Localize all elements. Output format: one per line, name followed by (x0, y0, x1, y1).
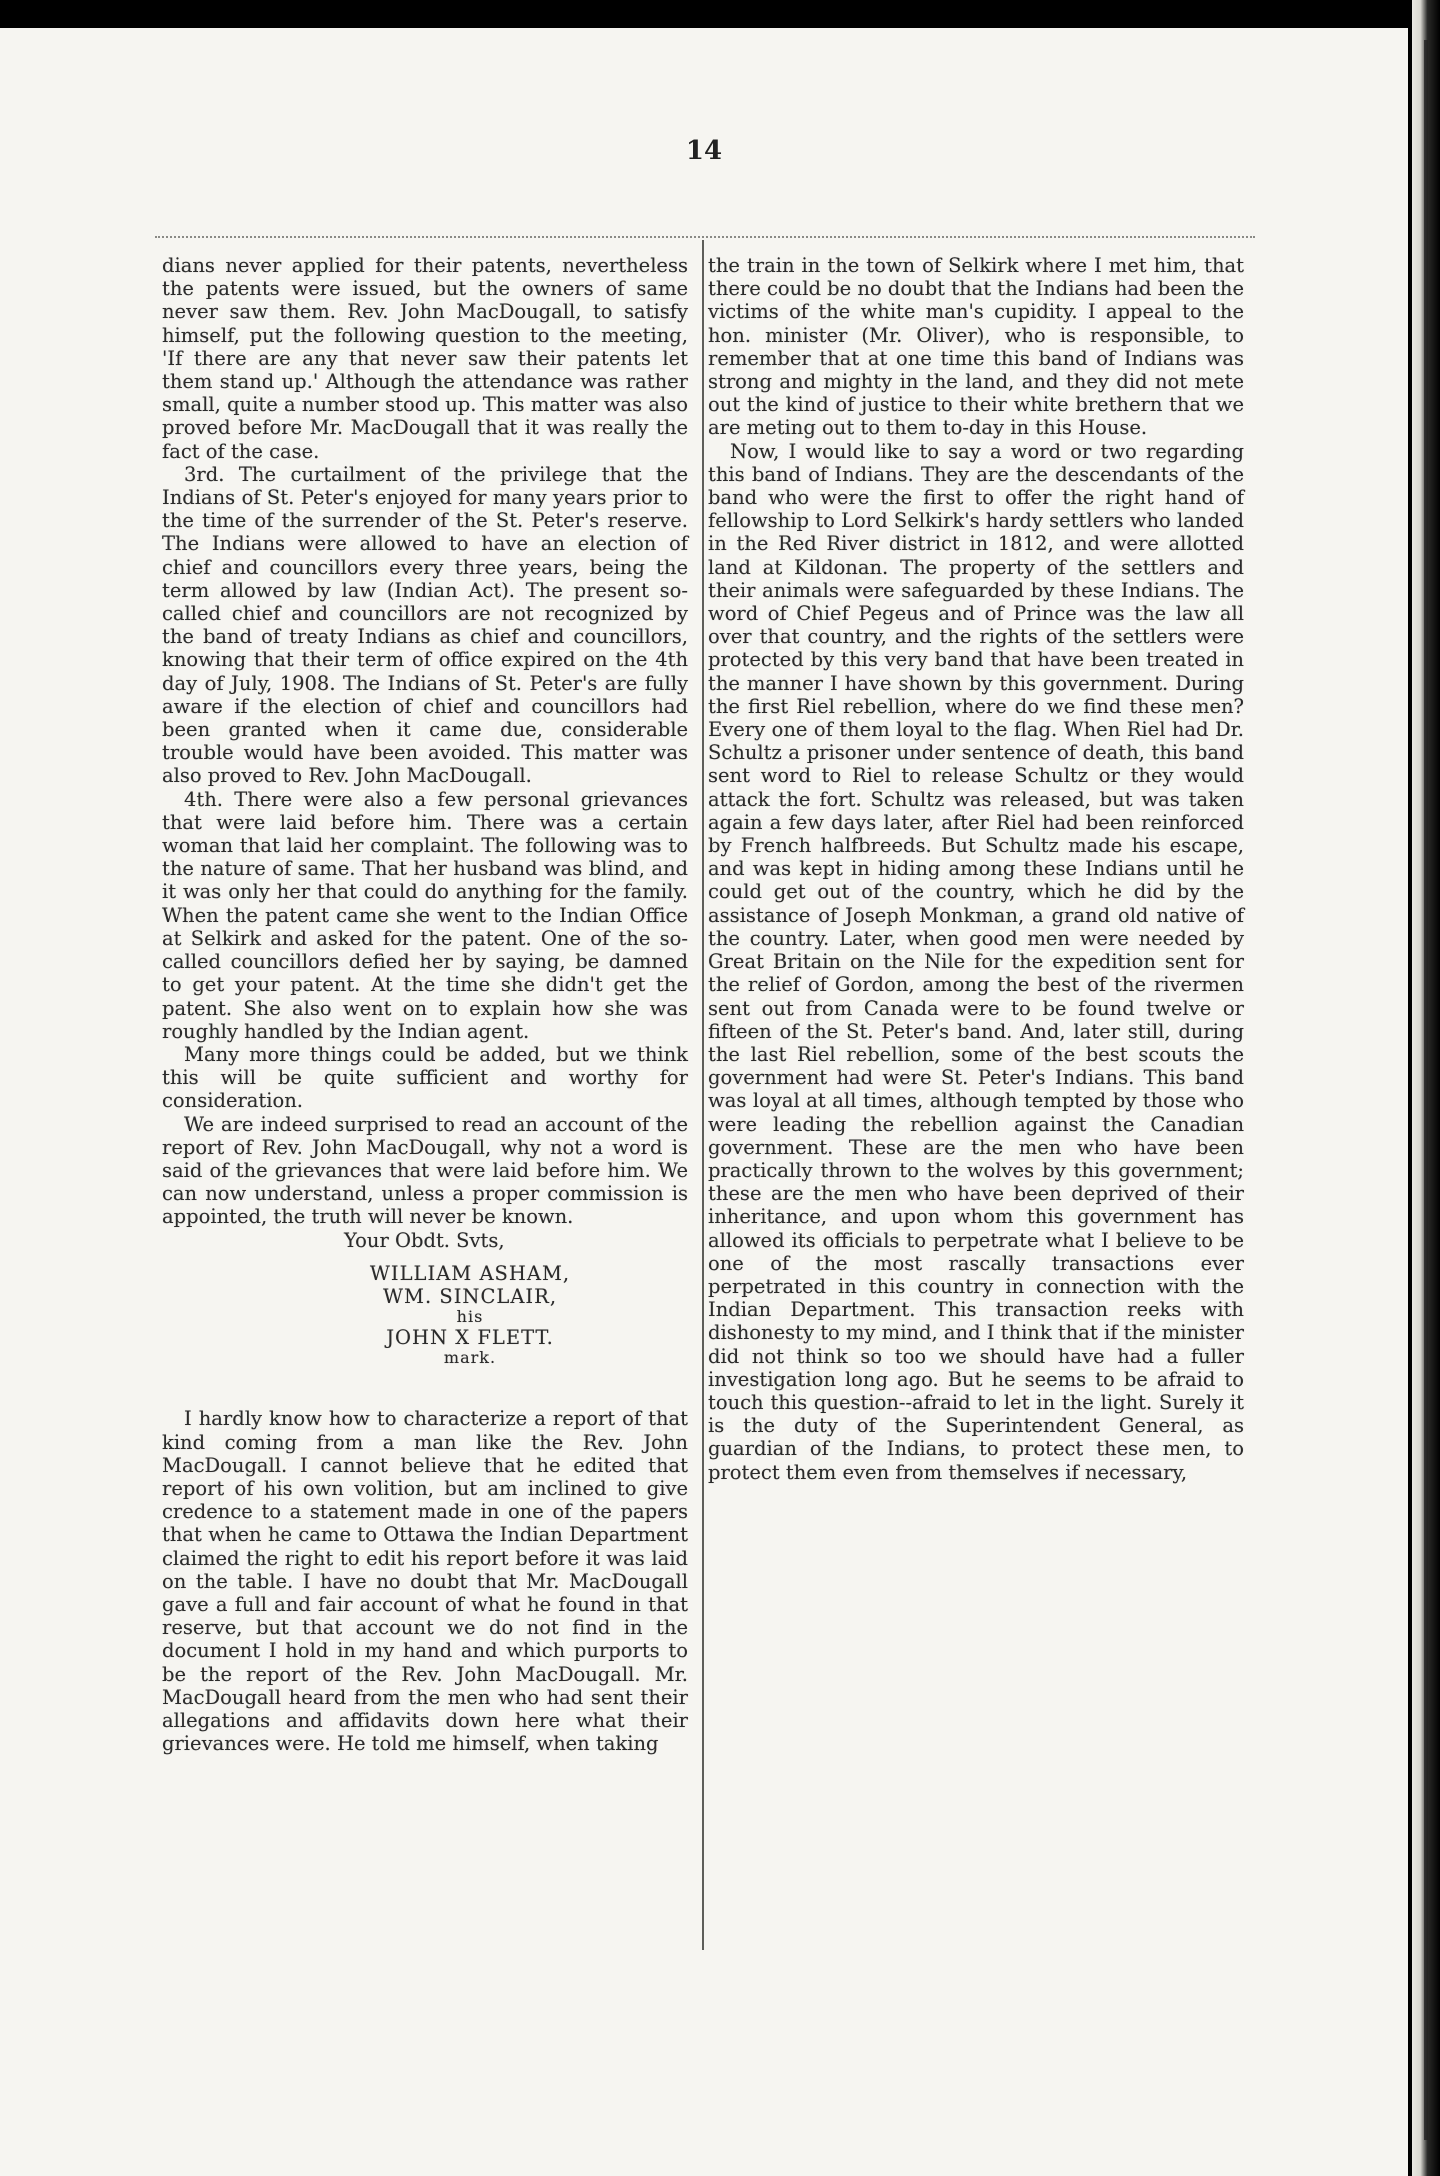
right-column (708, 254, 1244, 1484)
signature-block (162, 1262, 688, 1368)
signature-mark-name: JOHN X FLETT. (386, 1326, 554, 1350)
mark-his: his (456, 1307, 484, 1327)
mark-label: mark. (443, 1348, 497, 1368)
header-rule (155, 236, 1255, 238)
left-column (162, 254, 688, 1755)
paragraph: Many more things could be added, but we think this will be quite sufficient and worthy for consideration. (162, 1042, 688, 1113)
binding-line (1424, 40, 1428, 2140)
paragraph: Now, I would like to say a word or two regarding this band of Indians. They are the descendants of the band who were the first to offer the right hand of fellowship to Lord Selkirk's hardy settlers who landed in the Red River district in 1812, and were allotted land at Kildonan. The property of the settlers and their animals were safeguarded by these Indians. The word of Chief Pegeus and of Prince was the law all over that country, and the rights of the settlers were protected by this very band that have been treated in the manner I have shown by this government. During the first Riel rebellion, where do we find these men? Every one of them loyal to the flag. When Riel had Dr. Schultz a prisoner under sentence of death, this band sent word to Riel to release Schultz or they would attack the fort. Schultz was released, but was taken again a few days later, after Riel had been reinforced by French halfbreeds. But Schultz made his escape, and was kept in hiding among these Indians until he could get out of the country, which he did by the assistance of Joseph Monkman, a grand old native of the country. Later, when good men were needed by Great Britain on the Nile for the expedition sent for the relief of Gordon, among the best of the rivermen sent out from Canada were to be found twelve or fifteen of the St. Peter's band. And, later still, during the last Riel rebellion, some of the best scouts the government had were St. Peter's Indians. This band was loyal at all times, although tempted by those who were leading the rebellion against the Canadian government. These are the men who have been practically thrown to the wolves by this government; these are the men who have been deprived of their inheritance, and upon whom this government has allowed its officials to perpetrate what I believe to be one of the most rascally transactions ever perpetrated in this country in connection with the Indian Department. This transaction reeks with dishonesty to my mind, and I think that if the minister did not think so too we should have had a fuller investigation long ago. But he seems to be afraid to touch this question--afraid to let in the light. Surely it is the duty of the Superintendent General, as guardian of the Indians, to protect these men, to protect them even from themselves if necessary, (708, 439, 1244, 1484)
speech-paragraph: I hardly know how to characterize a report of that kind coming from a man like the Rev. John MacDougall. I cannot believe that he edited that report of his own volition, but am inclined to give credence to a statement made in one of the papers that when he came to Ottawa the Indian Department claimed the right to edit his report before it was laid on the table. I have no doubt that Mr. MacDougall gave a full and fair account of what he found in that reserve, but that account we do not find in the document I hold in my hand and which purports to be the report of the Rev. John MacDougall. Mr. MacDougall heard from the men who had sent their allegations and affidavits down here what their grievances were. He told me himself, when taking (162, 1407, 688, 1756)
scanned-page (0, 28, 1408, 2176)
signature: WM. SINCLAIR, (382, 1284, 558, 1308)
page-edge (1412, 0, 1440, 2176)
paragraph: 3rd. The curtailment of the privilege that the Indians of St. Peter's enjoyed for many years prior to the time of the surrender of the St. Peter's reserve. The Indians were allowed to have an election of chief and councillors every three years, being the term allowed by law (Indian Act). The present so-called chief and councillors are not recognized by the band of treaty Indians as chief and councillors, knowing that their term of office expired on the 4th day of July, 1908. The Indians of St. Peter's are fully aware if the election of chief and councillors had been granted when it came due, considerable trouble would have been avoided. This matter was also proved to Rev. John MacDougall. (162, 462, 688, 788)
paragraph: 4th. There were also a few personal grievances that were laid before him. There was a certain woman that laid her complaint. The following was to the nature of same. That her husband was blind, and it was only her that could do anything for the family. When the patent came she went to the Indian Office at Selkirk and asked for the patent. One of the so-called councillors defied her by saying, be damned to get your patent. At the time she didn't get the patent. She also went on to explain how she was roughly handled by the Indian agent. (162, 787, 688, 1043)
page-number: 14 (685, 136, 723, 166)
paragraph: the train in the town of Selkirk where I met him, that there could be no doubt that the Indians had been the victims of the white man's cupidity. I appeal to the hon. minister (Mr. Oliver), who is responsible, to remember that at one time this band of Indians was strong and mighty in the land, and they did not mete out the kind of justice to their white brethern that we are meting out to them to-day in this House. (708, 254, 1244, 440)
section-spacer (162, 1381, 688, 1407)
paragraph: We are indeed surprised to read an account of the report of Rev. John MacDougall, why not a word is said of the grievances that were laid before him. We can now understand, unless a proper commission is appointed, the truth will never be known. (162, 1112, 688, 1229)
letter-closing: Your Obdt. Svts, (344, 1228, 505, 1252)
paragraph: dians never applied for their patents, nevertheless the patents were issued, but the owners of same never saw them. Rev. John MacDougall, to satisfy himself, put the following question to the meeting, 'If there are any that never saw their patents let them stand up.' Although the attendance was rather small, quite a number stood up. This matter was also proved before Mr. MacDougall that it was really the fact of the case. (162, 254, 688, 463)
column-divider (702, 240, 704, 1950)
signature: WILLIAM ASHAM, (369, 1261, 571, 1285)
